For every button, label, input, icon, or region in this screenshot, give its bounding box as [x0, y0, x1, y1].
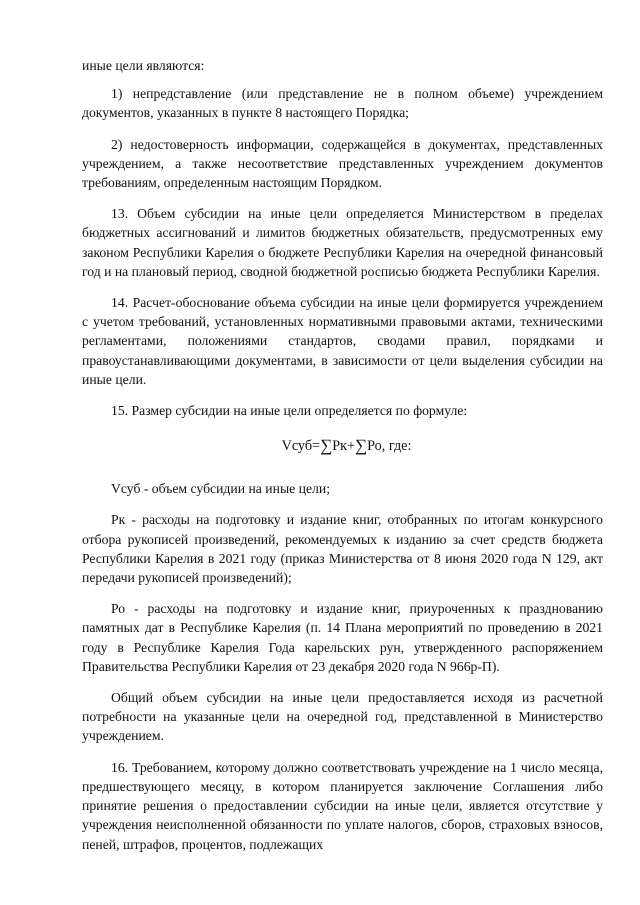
paragraph-total-volume: Общий объем субсидии на иные цели предоставляется исходя из расчетной потребности на указанные цели на очередной год, представленной в Министерство учреждением.	[82, 690, 603, 744]
sum-icon: ∑	[354, 436, 368, 456]
formula-term-po: Ро, где:	[367, 438, 412, 455]
paragraph-13: 13. Объем субсидии на иные цели определяется Министерством в пределах бюджетных ассигнований и лимитов бюджетных обязательств, предусмотренных ему законом Республики Карелия о бюджете Республики Карелия на очередной финансовый год и на плановый период, сводной бюджетной росписью бюджета Республики Карелия.	[82, 206, 603, 279]
paragraph-item-2: 2) недостоверность информации, содержащейся в документах, представленных учреждением, а также несоответствие представленных учреждением документов требованиям, определенным настоящим Порядком.	[82, 136, 603, 191]
formula-term-pk: Рк+	[332, 438, 355, 455]
definition-vsub: Vсуб - объем субсидии на иные цели;	[111, 481, 330, 497]
paragraph-16: 16. Требованием, которому должно соответствовать учреждение на 1 число месяца, предшествующего месяцу, в котором планируется заключение Соглашения либо принятие решения о предоставлении субсидии на иные цели, является отсутствие у учреждения неисполненной обязанности по уплате налогов, сборов, страховых взносов, пеней, штрафов, процентов, подлежащих	[82, 759, 603, 852]
paragraph-item-1: 1) непредставление (или представление не в полном объеме) учреждением документов, указанных в пункте 8 настоящего Порядка;	[82, 86, 603, 121]
paragraph-15: 15. Размер субсидии на иные цели определяется по формуле:	[111, 403, 468, 419]
definition-po: Ро - расходы на подготовку и издание книг, приуроченных к празднованию памятных дат в Республике Карелия (п. 14 Плана мероприятий по проведению в 2021 году в Республике Карелия Года карельских рун, утвержденного распоряжением Правительства Республики Карелия от 23 декабря 2020 года N 966р-П).	[82, 601, 603, 674]
paragraph-14: 14. Расчет-обоснование объема субсидии на иные цели формируется учреждением с учетом требований, установленных нормативными правовыми актами, техническими регламентами, положениями стандартов, сводами правил, порядками и правоустанавливающими документами, в зависимости от цели выделения субсидии на иные цели.	[82, 295, 603, 387]
subsidy-formula	[82, 434, 603, 457]
definition-pk: Рк - расходы на подготовку и издание книг, отобранных по итогам конкурсного отбора рукописей произведений, рекомендуемых к изданию за счет средств бюджета Республики Карелия в 2021 году (приказ Министерства от 8 июня 2020 года N 129, акт передачи рукописей произведений);	[82, 512, 603, 586]
paragraph-intro: иные цели являются:	[82, 58, 205, 73]
formula-lhs: Vсуб=	[281, 438, 321, 455]
sum-icon: ∑	[320, 436, 333, 456]
